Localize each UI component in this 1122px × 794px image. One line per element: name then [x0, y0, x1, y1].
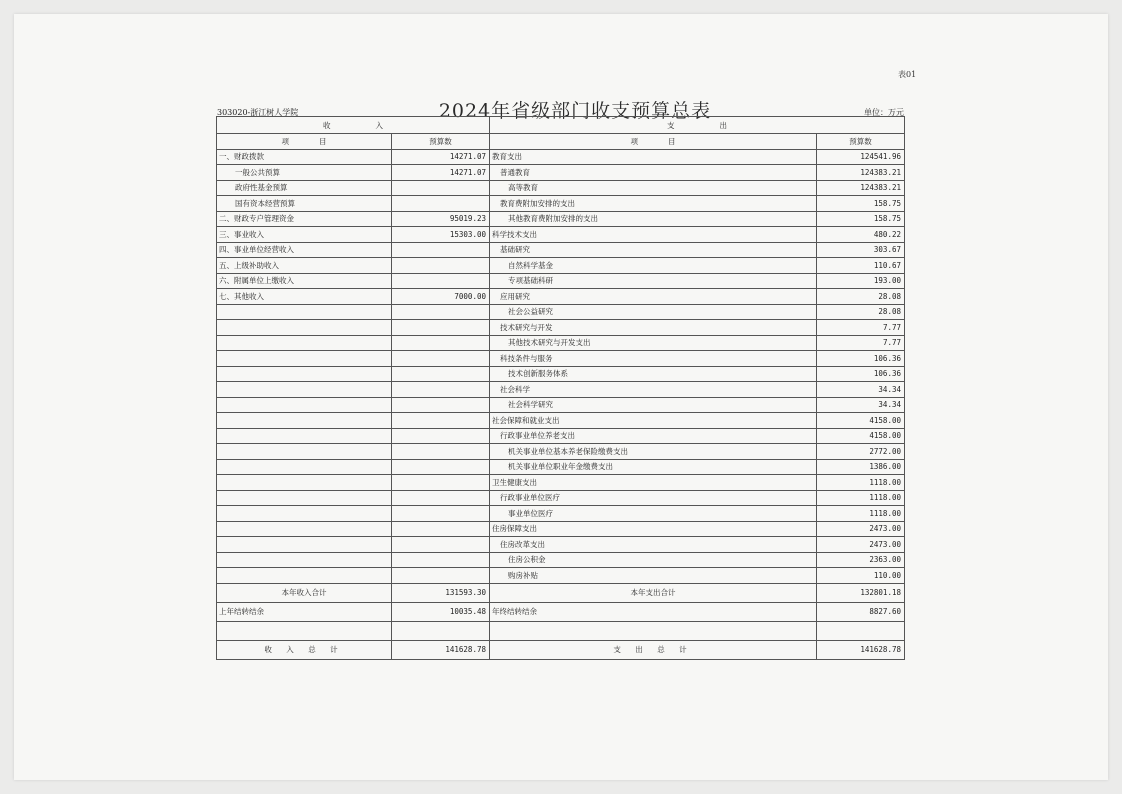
expense-value: 2473.00 — [817, 521, 905, 537]
table-row — [217, 428, 905, 444]
table-row — [217, 165, 905, 181]
income-item: 国有资本经营预算 — [217, 196, 392, 212]
expense-item: 事业单位医疗 — [490, 506, 817, 522]
table-row — [217, 413, 905, 429]
income-item: 二、财政专户管理资金 — [217, 211, 392, 227]
income-item — [217, 413, 392, 429]
income-item: 一、财政拨款 — [217, 149, 392, 165]
expense-value: 124541.96 — [817, 149, 905, 165]
table-row — [217, 490, 905, 506]
expense-item: 社会公益研究 — [490, 304, 817, 320]
income-value — [392, 273, 490, 289]
income-value — [392, 320, 490, 336]
income-value — [392, 428, 490, 444]
income-item: 五、上级补助收入 — [217, 258, 392, 274]
table-row — [217, 444, 905, 460]
income-value — [392, 382, 490, 398]
expense-item: 基础研究 — [490, 242, 817, 258]
income-value: 95019.23 — [392, 211, 490, 227]
income-item — [217, 552, 392, 568]
table-row — [217, 320, 905, 336]
income-value — [392, 475, 490, 491]
income-item: 三、事业收入 — [217, 227, 392, 243]
expense-value: 34.34 — [817, 382, 905, 398]
expense-item: 其他技术研究与开发支出 — [490, 335, 817, 351]
income-item — [217, 382, 392, 398]
expense-item: 普通教育 — [490, 165, 817, 181]
expense-value: 303.67 — [817, 242, 905, 258]
form-number: 表01 — [898, 70, 917, 79]
income-value — [392, 413, 490, 429]
expense-value: 28.08 — [817, 289, 905, 305]
table-row — [217, 242, 905, 258]
expense-value: 34.34 — [817, 397, 905, 413]
expense-item: 高等教育 — [490, 180, 817, 196]
income-value — [392, 258, 490, 274]
income-value — [392, 521, 490, 537]
expense-value: 1386.00 — [817, 459, 905, 475]
income-value — [392, 506, 490, 522]
expense-item: 住房公积金 — [490, 552, 817, 568]
expense-value: 193.00 — [817, 273, 905, 289]
income-item — [217, 568, 392, 584]
expense-item: 专项基础科研 — [490, 273, 817, 289]
income-value — [392, 552, 490, 568]
income-total-value: 141628.78 — [392, 640, 490, 659]
expense-value: 106.36 — [817, 351, 905, 367]
income-item — [217, 459, 392, 475]
income-item — [217, 304, 392, 320]
expense-item: 住房改革支出 — [490, 537, 817, 553]
table-row — [217, 568, 905, 584]
income-value — [392, 397, 490, 413]
expense-carry-value: 8827.60 — [817, 602, 905, 621]
table-row — [217, 366, 905, 382]
income-value — [392, 444, 490, 460]
expense-budget-col-header: 预算数 — [817, 134, 905, 150]
income-item — [217, 444, 392, 460]
expense-carry-label: 年终结转结余 — [490, 602, 817, 621]
table-row — [217, 351, 905, 367]
empty-cell — [217, 621, 392, 640]
expense-item: 购房补贴 — [490, 568, 817, 584]
table-row — [217, 227, 905, 243]
expense-value: 2363.00 — [817, 552, 905, 568]
table-row — [217, 475, 905, 491]
income-item — [217, 428, 392, 444]
income-item — [217, 320, 392, 336]
expense-value: 158.75 — [817, 211, 905, 227]
expense-item: 住房保障支出 — [490, 521, 817, 537]
table-row — [217, 382, 905, 398]
table-row — [217, 335, 905, 351]
unit-label: 单位：万元 — [864, 108, 904, 117]
expense-item: 应用研究 — [490, 289, 817, 305]
expense-item: 机关事业单位基本养老保险缴费支出 — [490, 444, 817, 460]
expense-item: 自然科学基金 — [490, 258, 817, 274]
empty-cell — [490, 621, 817, 640]
expense-value: 124383.21 — [817, 165, 905, 181]
expense-item: 社会科学研究 — [490, 397, 817, 413]
expense-item: 卫生健康支出 — [490, 475, 817, 491]
budget-table — [216, 116, 905, 660]
table-row — [217, 397, 905, 413]
income-value — [392, 366, 490, 382]
income-carry-label: 上年结转结余 — [217, 602, 392, 621]
income-item: 七、其他收入 — [217, 289, 392, 305]
page-title: 2024年省级部门收支预算总表 — [438, 100, 712, 122]
income-carry-value: 10035.48 — [392, 602, 490, 621]
income-item — [217, 366, 392, 382]
expense-value: 7.77 — [817, 335, 905, 351]
expense-item: 技术创新服务体系 — [490, 366, 817, 382]
income-item — [217, 490, 392, 506]
income-item — [217, 521, 392, 537]
income-header: 收 入 — [217, 117, 490, 134]
expense-value: 4158.00 — [817, 428, 905, 444]
table-row — [217, 537, 905, 553]
empty-cell — [392, 621, 490, 640]
expense-value: 28.08 — [817, 304, 905, 320]
income-budget-col-header: 预算数 — [392, 134, 490, 150]
income-item: 政府性基金预算 — [217, 180, 392, 196]
income-item-col-header: 项 目 — [217, 134, 392, 150]
expense-value: 110.67 — [817, 258, 905, 274]
table-row — [217, 211, 905, 227]
table-row — [217, 258, 905, 274]
income-item — [217, 475, 392, 491]
expense-value: 106.36 — [817, 366, 905, 382]
expense-item: 教育支出 — [490, 149, 817, 165]
empty-cell — [817, 621, 905, 640]
income-total-label: 收 入 总 计 — [217, 640, 392, 659]
expense-item: 行政事业单位养老支出 — [490, 428, 817, 444]
expense-value: 1118.00 — [817, 475, 905, 491]
income-value — [392, 490, 490, 506]
income-value — [392, 180, 490, 196]
expense-value: 124383.21 — [817, 180, 905, 196]
expense-header: 支 出 — [490, 117, 905, 134]
expense-item: 社会科学 — [490, 382, 817, 398]
expense-subtotal-label: 本年支出合计 — [490, 583, 817, 602]
income-item — [217, 506, 392, 522]
expense-item: 机关事业单位职业年金缴费支出 — [490, 459, 817, 475]
expense-item-col-header: 项 目 — [490, 134, 817, 150]
income-item: 一般公共预算 — [217, 165, 392, 181]
income-item — [217, 397, 392, 413]
expense-subtotal-value: 132801.18 — [817, 583, 905, 602]
income-subtotal-value: 131593.30 — [392, 583, 490, 602]
table-row — [217, 552, 905, 568]
income-item — [217, 537, 392, 553]
expense-value: 7.77 — [817, 320, 905, 336]
expense-value: 4158.00 — [817, 413, 905, 429]
expense-total-label: 支 出 总 计 — [490, 640, 817, 659]
income-item — [217, 335, 392, 351]
table-row — [217, 149, 905, 165]
income-item: 六、附属单位上缴收入 — [217, 273, 392, 289]
expense-item: 其他教育费附加安排的支出 — [490, 211, 817, 227]
expense-value: 110.00 — [817, 568, 905, 584]
income-value: 14271.07 — [392, 149, 490, 165]
income-value: 15303.00 — [392, 227, 490, 243]
expense-value: 2772.00 — [817, 444, 905, 460]
table-row — [217, 289, 905, 305]
income-item — [217, 351, 392, 367]
expense-item: 行政事业单位医疗 — [490, 490, 817, 506]
table-row — [217, 180, 905, 196]
expense-value: 158.75 — [817, 196, 905, 212]
expense-value: 1118.00 — [817, 490, 905, 506]
unit-code: 303020-浙江树人学院 — [217, 108, 299, 117]
income-value — [392, 459, 490, 475]
table-row — [217, 521, 905, 537]
expense-value: 1118.00 — [817, 506, 905, 522]
income-value — [392, 304, 490, 320]
expense-item: 教育费附加安排的支出 — [490, 196, 817, 212]
income-value — [392, 351, 490, 367]
income-value — [392, 568, 490, 584]
expense-item: 科学技术支出 — [490, 227, 817, 243]
expense-value: 2473.00 — [817, 537, 905, 553]
income-item: 四、事业单位经营收入 — [217, 242, 392, 258]
income-subtotal-label: 本年收入合计 — [217, 583, 392, 602]
table-row — [217, 196, 905, 212]
income-value: 14271.07 — [392, 165, 490, 181]
table-row — [217, 459, 905, 475]
income-value — [392, 537, 490, 553]
expense-item: 技术研究与开发 — [490, 320, 817, 336]
table-row — [217, 273, 905, 289]
income-value — [392, 335, 490, 351]
table-row — [217, 304, 905, 320]
expense-item: 科技条件与服务 — [490, 351, 817, 367]
expense-item: 社会保障和就业支出 — [490, 413, 817, 429]
expense-total-value: 141628.78 — [817, 640, 905, 659]
table-row — [217, 506, 905, 522]
expense-value: 480.22 — [817, 227, 905, 243]
income-value — [392, 242, 490, 258]
income-value: 7000.00 — [392, 289, 490, 305]
income-value — [392, 196, 490, 212]
